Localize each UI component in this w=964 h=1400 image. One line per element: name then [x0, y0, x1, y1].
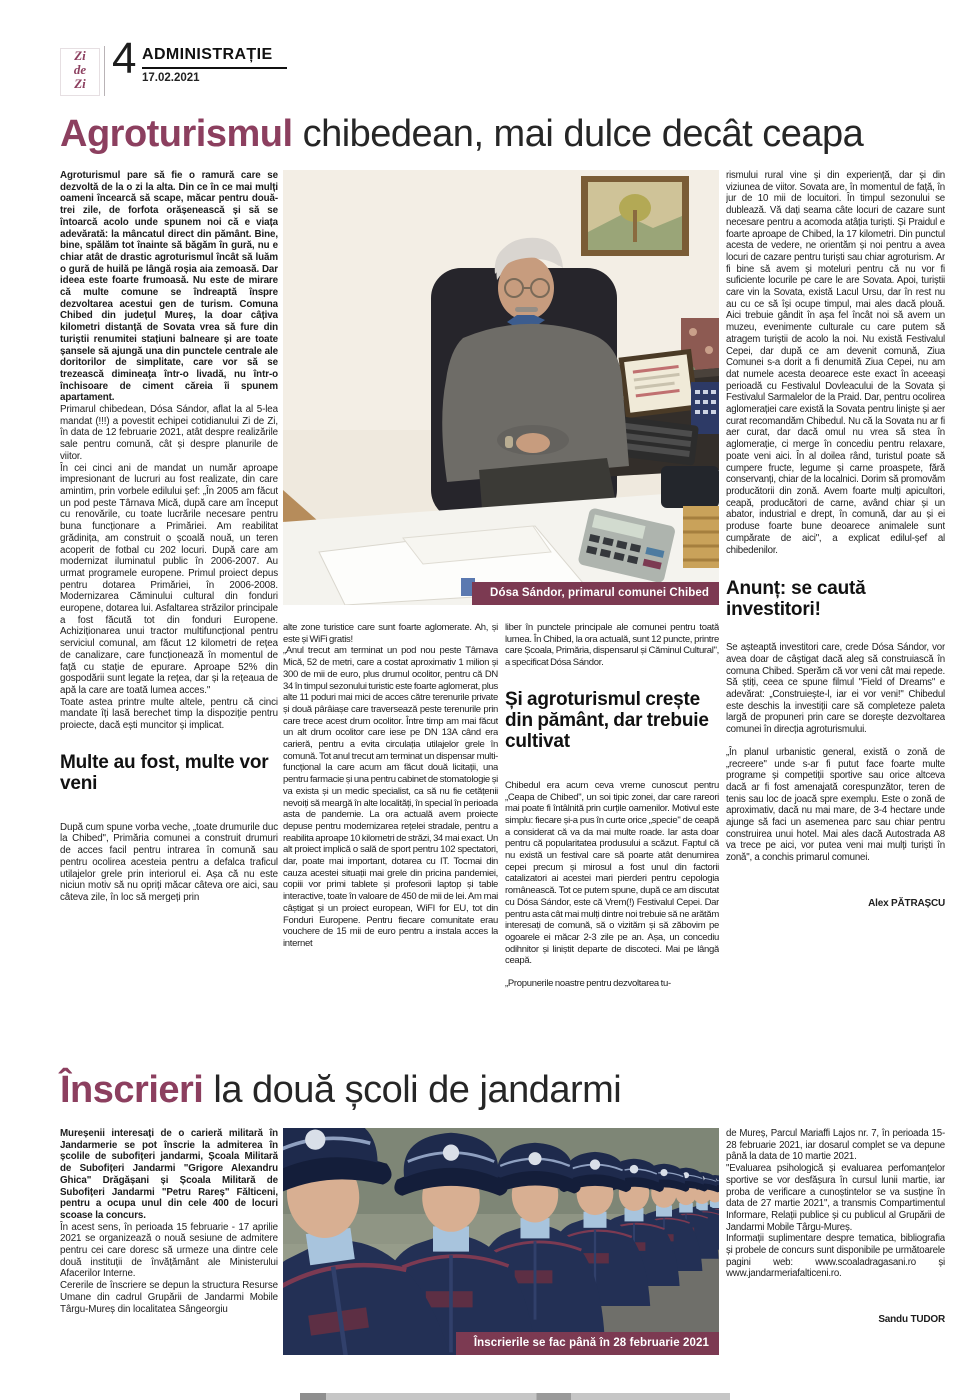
article1-column-2a	[283, 622, 498, 1066]
paragraph: Chibedul era acum ceva vreme cunoscut pentru „Ceapa de Chibed", un soi tipic zonei, dar care rareori mai poate fi întâlnită prin curțile oamenilor. Motivul este simplu: fiecare și-a pus în curte orice „specie" de ceapă a considerat că va da mai multe roade. Iar asta doar pentru că popularitatea produsului a scăzut. Faptul că nu există un festival care să poarte atât denumirea cepei precum și mirosul a fost unul din factorii catalizatori ai acestei mari pierderi pentru cepologia românească. Tot ce putem spune, după ce am discutat cu Dósa Sándor, este că Vrem(!) Festivalul Cepei. Dar pentru asta cât mai mulți dintre noi trebuie să ne arătăm interesați de comună, să o vizităm și să zăbovim pe ogoarele ei măcar 2-3 zile pe an. Așa, un concediu odihnitor și liniștit departe de discoteci. Mai pe lângă ceapă.	[505, 779, 719, 967]
page-number: 4	[112, 34, 137, 83]
article1-column-2b	[505, 622, 719, 1066]
logo-line: Zi	[74, 76, 86, 91]
section-block	[142, 46, 287, 84]
subhead-anunt-investitori: Anunț: se caută investitori!	[726, 578, 866, 621]
logo-line: de	[73, 62, 87, 77]
paragraph: După cum spune vorba veche, „toate drumurile duc la Chibed", Primăria comunei a construit drumuri de acces facil pentru intrarea în comună sau pentru ocolirea acesteia pentru a defalca traficul utilajelor grele prin interiorul ei. Așa că nu este niciun motiv să nu opriți măcar câteva ore aici, sau câteva zile, în loc să mergeți prin	[60, 821, 278, 903]
paragraph: Toate astea printre multe altele, pentru că cinci mandate îți lasă berechet timp la dispoziție pentru proiecte, dacă ești muncitor și implicat.	[60, 696, 278, 732]
lead-paragraph: Mureșenii interesați de o carieră militară în Jandarmerie se pot înscrie la admiterea în școlile de subofițeri jandarmi, Școala Militară de Subofițeri Jandarmi "Grigore Alexandru Ghica" Drăgășani și Școala Militară de Subofițeri Jandarmi "Petru Rareș" Fălticeni, pentru a ocupa unul din cele 400 de locuri scoase la concurs.	[60, 1128, 278, 1221]
paragraph: de Mureș, Parcul Mariaffi Lajos nr. 7, în perioada 15-28 februarie 2021, iar dosarul complet se va depune până la data de 10 martie 2021.	[726, 1128, 945, 1163]
logo-line: Zi	[74, 48, 86, 63]
headline-accent: Agroturismul	[60, 113, 293, 155]
article2-column-2	[726, 1128, 945, 1378]
article1-photo-caption: Dósa Sándor, primarul comunei Chibed	[472, 582, 719, 605]
mayor-office-photo-illustration	[283, 170, 719, 605]
paragraph: Informații suplimentare despre tematica, bibliografia și probele de concurs sunt disponibile pe următoarele pagini web: www.scoaladragasani.ro și www.jandarmeriafalticeni.ro.	[726, 1233, 945, 1280]
headline-accent: Înscrieri	[60, 1069, 204, 1111]
article1-column-3	[726, 170, 945, 1066]
section-title: ADMINISTRAȚIE	[142, 46, 287, 69]
article1-author: Alex PĂTRAȘCU	[868, 897, 945, 909]
header-divider	[104, 46, 105, 96]
article1-headline	[60, 112, 863, 156]
bottom-crop-artifact	[300, 1393, 730, 1400]
subhead-agroturismul-creste: Și agroturismul crește din pământ, dar trebuie cultivat	[505, 688, 709, 752]
article2-headline	[60, 1068, 621, 1112]
zidezi-logo-icon	[60, 48, 100, 96]
headline-rest: la două școli de jandarmi	[213, 1069, 622, 1111]
paragraph: liber în punctele principale ale comunei pentru toată lumea. În Chibed, la ora actuală, sunt 12 puncte, printre care Școala, Primăria, dispensarul și Căminul Cultural", a specificat Dósa Sándor.	[505, 622, 719, 669]
article1-column-1	[60, 170, 278, 1068]
lead-paragraph: Agroturismul pare să fie o ramură care se dezvoltă de la o zi la alta. Din ce în ce mai mulți oameni încearcă să scape, măcar pentru două-trei zile, de forfota orășenească și să se întoarcă acolo unde spunem noi că e viața adevărată: la mâncatul direct din pământ. Bine, bine, spălăm tot înainte să băgăm în gură, nu e chiar atât de drastic agroturismul încât să luăm o gură de huilă pe lângă roșia aia zemoasă. Dar ideea este foarte frumoasă. Nu este de mirare că multe comune se îndreaptă înspre dezvoltarea acestui gen de turism. Comuna Chibed din județul Mureș, la doar câțiva kilometri distanță de Sovata vrea să fure din turiștii renumitei stațiuni balneare și are toate șansele să ajungă una din punctele centrale ale doritorilor de simplitate, care vor să se trezească dimineața într-o livadă, nu într-o închisoare de ciment căreia îi spunem apartament.	[60, 170, 278, 404]
article1-photo	[283, 170, 719, 605]
gendarmes-photo-illustration	[283, 1128, 719, 1355]
paragraph: rismului rural vine și din experiență, dar și din viziunea de viitor. Sovata are, în momentul de față, în jur de 10 mii de locuitori. În timpul sezonului se dublează. Vă dați seama câte locuri de cazare sunt necesare pentru a acomoda atâția turiști. Și Praidul e foarte aproape de Chibed, la 17 kilometri. Din punctul acesta de vedere, ne orientăm și noi pentru a avea locuri de cazare pentru turiști sau chiar agroturism. Ar fi bine să avem și moteluri pentru că nu vor fi suficiente locurile pe care le are Sovata. Apoi, turiștii care vin la Sovata, există Lacul Ursu, dar în rest nu au cu ce să își ocupe timpul, mai ales dacă plouă. Aici trebuie gândit în așa fel încât noi să avem un muzeu, evenimente culturale cu care putem să atragem turiștii de acolo la noi. Nu există Festivalul Cepei, dar după ce am devenit comună, Ziua Comunei s-a dorit a fi denumită Ziua Cepei, nu am dat numele acesta deoarece este exact în aceeași perioadă cu Festivalul Dovleacului de la Sovata și Festivalul Sarmalelor de la Praid. Dar, pentru ocolirea aglomerației care există la Sovata pentru liniște și aer curat recomandăm Chibedul. Nu că la Sovata nu ar fi aer curat, dar dacă omul nu vrea să stea în aglomerație, ci merge în concediu pentru relaxare, poate veni aici. În al doilea rând, turistul poate să cumpere fructe, legume și carne proaspete, fără conservanți, chiar de la localnici. Dorim să promovăm producătorii din zonă. Avem foarte mulți apicultori, ceapă, producători de carne, având chiar și un abator, industrial e drept, în comună, dar au și ei produse foarte bune deoarece animalele sunt cumpărate de aici", a explicat edilul-șef al chibedenilor.	[726, 170, 945, 556]
edition-date: 17.02.2021	[142, 72, 200, 84]
article2-photo	[283, 1128, 719, 1355]
article2-author: Sandu TUDOR	[878, 1314, 945, 1326]
paragraph: "Evaluarea psihologică și evaluarea perfomanțelor sportive se vor desfășura în cursul lunii martie, iar proba de verificare a cunoștintelor se va susține în data de 27 martie 2021", a transmis Compartimentul Informare, Relații publice și cu publicul al Grupării de Jandarmi Mobile Târgu-Mureș.	[726, 1163, 945, 1233]
article2-photo-caption: Înscrierile se fac până în 28 februarie 2021	[456, 1332, 719, 1355]
paragraph: „Propunerile noastre pentru dezvoltarea tu-	[505, 978, 671, 990]
subhead-multe-au-fost: Multe au fost, multe vor veni	[60, 751, 269, 794]
article2-column-1	[60, 1128, 278, 1368]
paragraph: Primarul chibedean, Dósa Sándor, aflat la al 5-lea mandat (!!!) a povestit echipei cotidianului Zi de Zi, în data de 12 februarie 2021, atât despre realizările sale pentru comună, cât și despre planurile de viitor.	[60, 404, 278, 462]
paragraph: „Anul trecut am terminat un pod nou peste Târnava Mică, 52 de metri, care a costat aproximativ 1 milion și 300 de mii de euro, plus drumul ocolitor, pentru că DN 34 în timpul sezonului turistic este foarte aglomerat, plus alte 11 poduri mai mici de acces către terenurile private și două pârâiașe care traversează peste terenurile prin care trece acest drum ocolitor. Între timp am mai făcut un alt drum ocolitor care iese pe DN 13A când era carieră, pentru a evita circulația utilajelor grele în comună. Tot anul trecut am terminat un dispensar multi-funcțional la care acum am făcut două licitații, una pentru farmacie și una pentru cabinet de stomatologie și va exista și un medic specialist, ca să nu fie cetățenii nevoiți să meargă în alte localități, în special în perioada asta de pandemie. La ora actuală avem proiecte depuse pentru modernizarea rețelei stradale, pentru a reabilita aproape 10 kilometri de străzi, 34 mai exact. Un alt proiect implică o sală de sport pentru 102 spectatori, dar, poate mai important, dotarea cu IT. Tocmai din cauza acestei situații mai grele din pricina pandemiei, copiii vor primi tablete și profesorii laptop și table interactive, toate în valoare de 450 de mii de lei. Am mai câștigat și un proiect european, WiFI for EU, tot din Fonduri Europene. Pentru fiecare comunitate erau vouchere de 15 mii de euro pentru a instala acces la internet	[283, 645, 498, 949]
paragraph: Se așteaptă investitori care, crede Dósa Sándor, vor avea doar de câștigat dacă aleg să construiască în comuna Chibed. Sperăm că vor veni cât mai repede. Să știți, ceea ce spune filmul "Field of Dreams" e adevărat: „Construiește-l, iar ei vor veni!" Chibedul este deschis la investiții care să completeze paleta largă de propuneri prin care se dorește dezvoltarea comunei în direcția agroturismului.	[726, 642, 945, 736]
paragraph: alte zone turistice care sunt foarte aglomerate. Ah, și este și WiFi gratis!	[283, 622, 498, 645]
paragraph: „În planul urbanistic general, există o zonă de „recreere" unde s-ar fi putut face foarte multe programe și competiții sportive sau orice altceva dacă ar fi fost amenajată corespunzător, teren de tenis sau loc de joacă spre exemplu. Este o zonă de aproximativ, dacă nu mai mare, de 3-4 hectare unde ajunge să faci un asemenea parc sau chiar pentru construirea unui hotel. Mai ales dacă Autostrada A8 va trece pe aici, vor putea veni mai mulți turiști în zonă", a conchis primarul comunei.	[726, 746, 945, 864]
paragraph: Cererile de înscriere se depun la structura Resurse Umane din cadrul Grupării de Jandarmi Mobile Târgu-Mureș din localitatea Sângeorgiu	[60, 1280, 278, 1315]
headline-rest: chibedean, mai dulce decât ceapa	[302, 113, 864, 155]
paragraph: În acest sens, în perioada 15 februarie - 17 aprilie 2021 se organizează o nouă sesiune de admitere pentru cei care doresc să urmeze una dintre cele două instituții de învățământ ale Ministerului Afacerilor Interne.	[60, 1221, 278, 1280]
paragraph: În cei cinci ani de mandat un număr aproape impresionant de lucruri au fost realizate, din care amintim, prin vorbele edilului șef: „În 2005 am făcut un pod peste Târnava Mică, după care am început cu renovările, cu toate lucrările necesare pentru buna funcționare a Primăriei. Am reabilitat grădinița, am construit o școală nouă, un teren acoperit de fotbal cu 202 locuri. După care am modernizat iluminatul public în 2006-2007. Au urmat programele europene. Primul proiect depus pentru dotarea Primăriei, în 2006-2008. Modernizarea Căminului cultural din fonduri europene, dotarea lui. Asfaltarea străzilor principale a fost făcută tot din fonduri Europene. Achiziționarea unui tractor multifuncțional pentru serviciul comunal, am făcut 12 kilometri de rețea de canalizare, care funcționează în momentul de față cu stație de epurare. Aproape 52% din gospodării sunt legate la rețea, dar și la rețeaua de apă la care are toată lumea acces."	[60, 462, 278, 696]
